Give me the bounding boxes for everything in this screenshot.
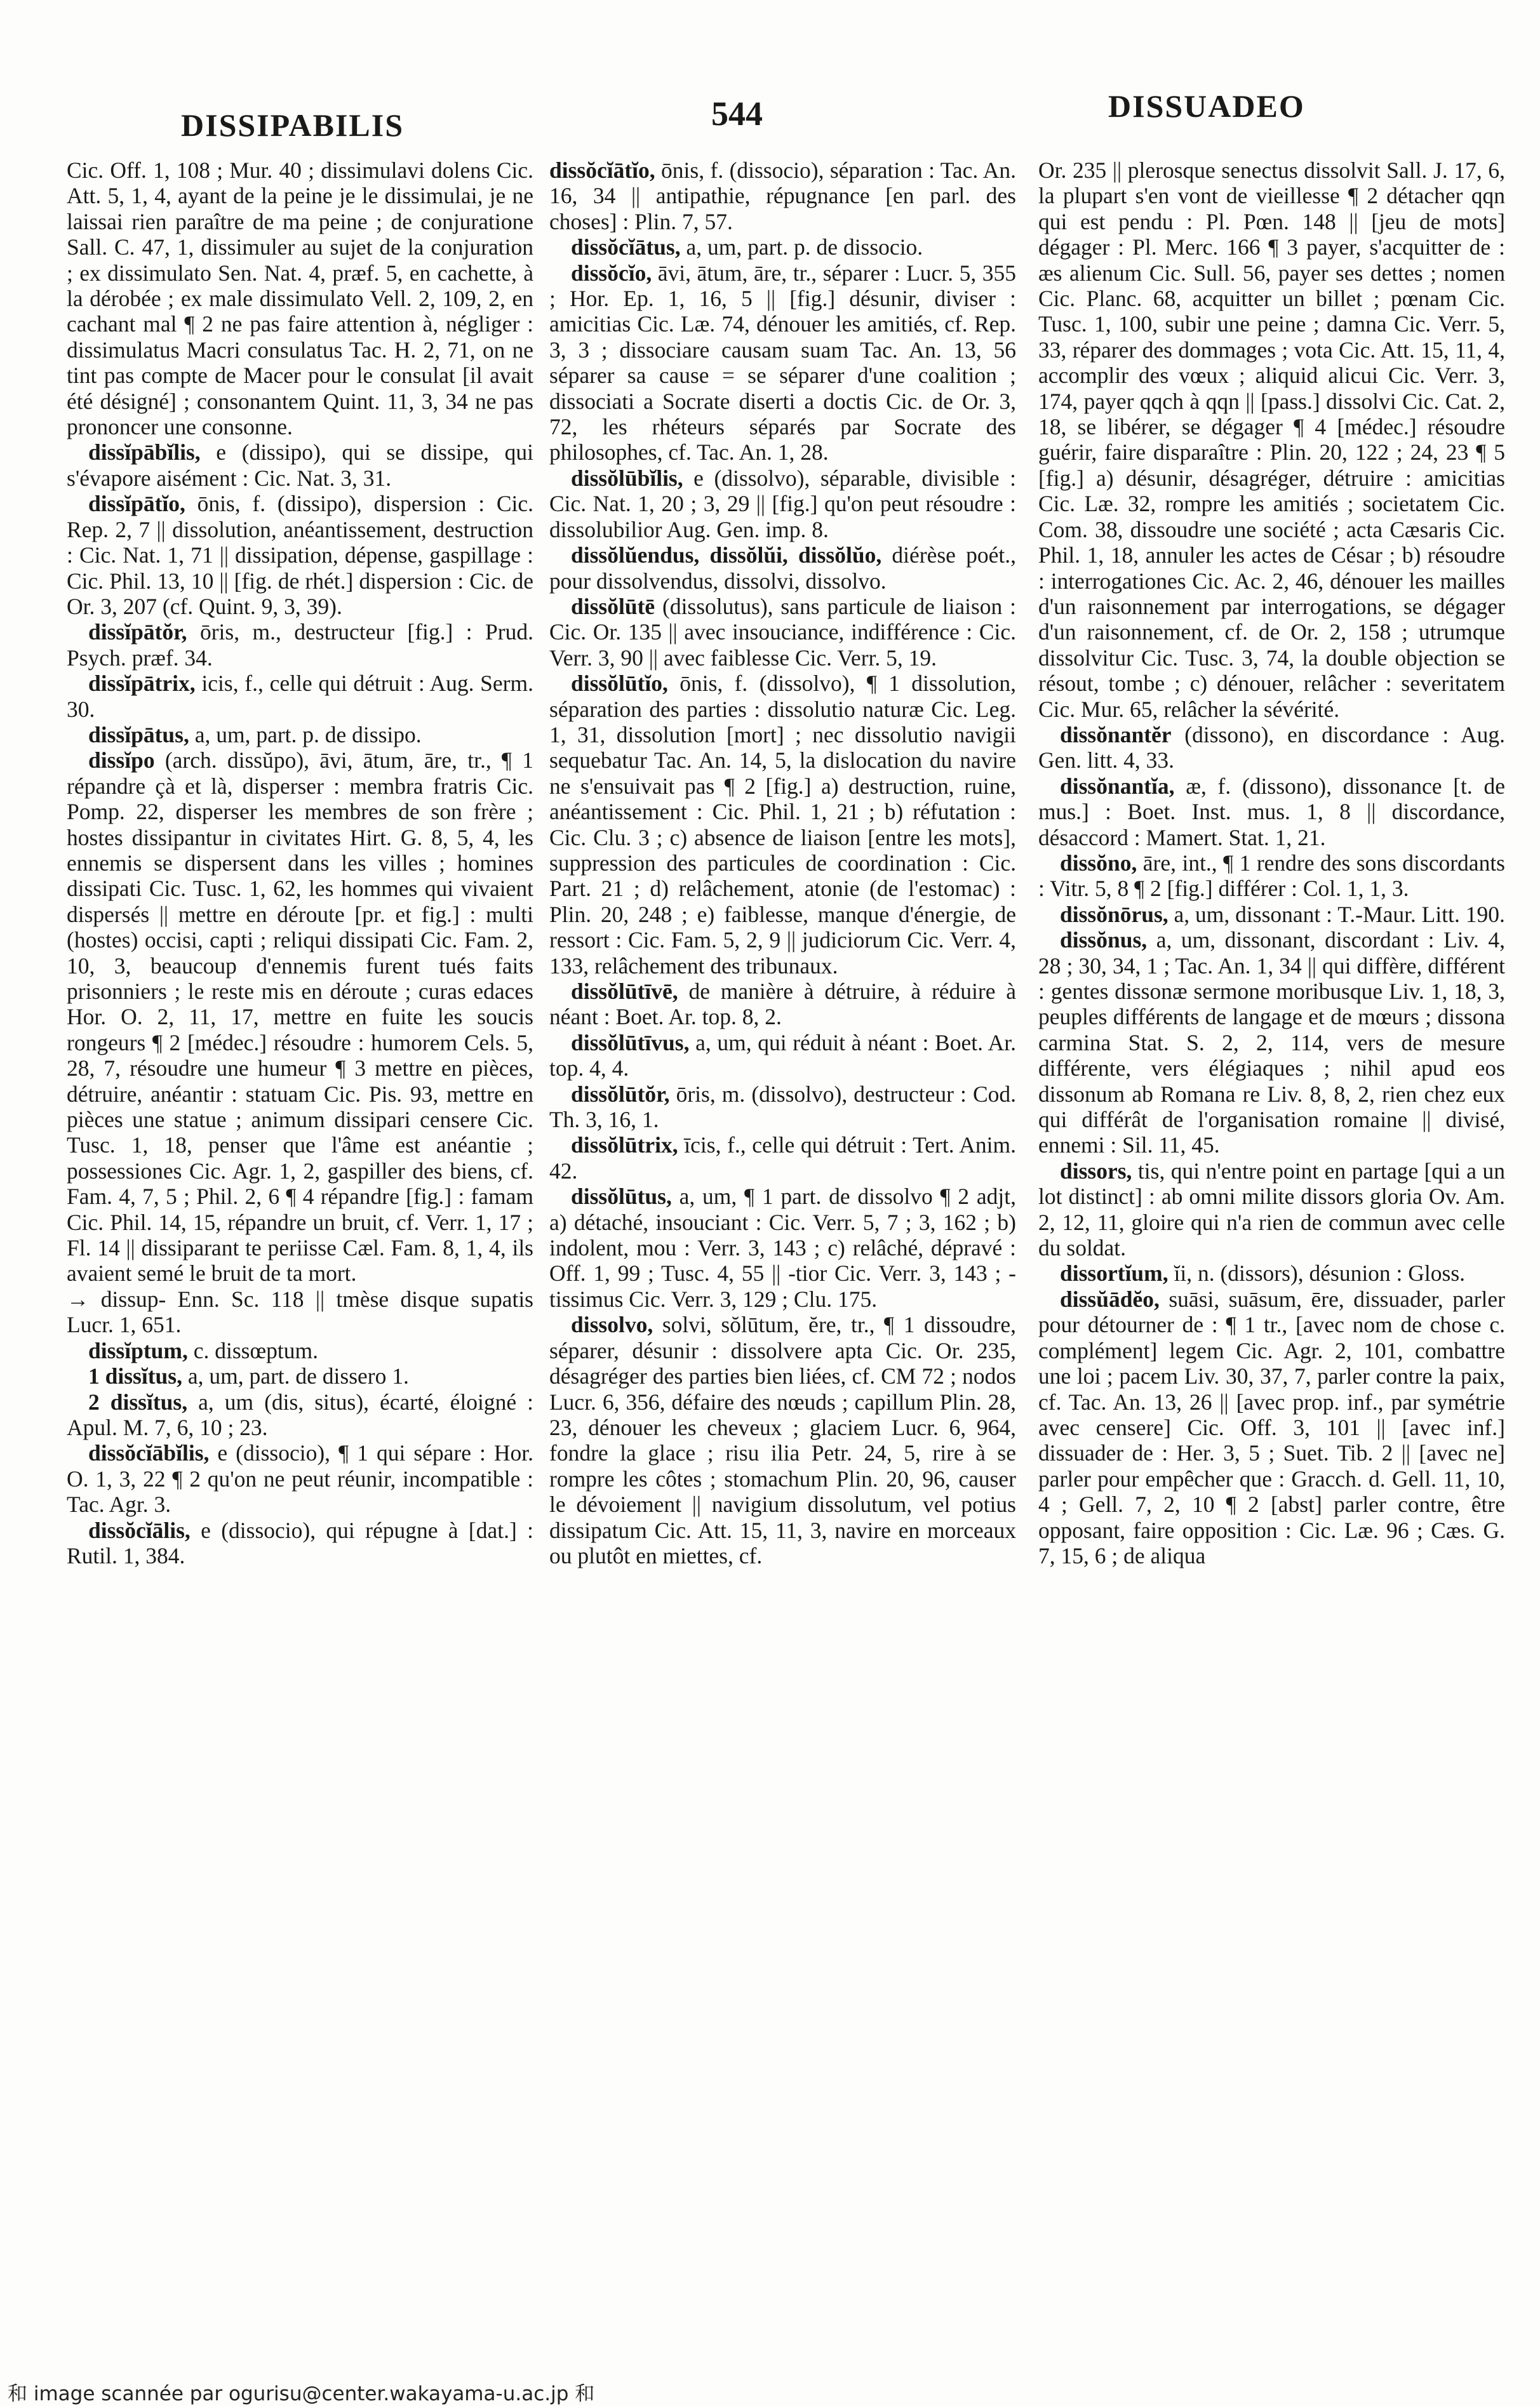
page-number: 544 xyxy=(711,95,763,133)
entry-definition: tis, qui n'entre point en partage [qui a un lot distinct] : ab omni milite dissors gloria Ov. Am. 2, 12, 11, gloire qui n'a rien de commun avec celle du soldat. xyxy=(1038,1158,1505,1261)
dictionary-entry xyxy=(67,1389,533,1441)
entry-definition: e (dissocio), ¶ 1 qui sépare : Hor. O. 1, 3, 22 ¶ 2 qu'on ne peut réunir, incompatible : Tac. Agr. 3. xyxy=(67,1440,533,1518)
entry-headword: dissŏlūtĭo, xyxy=(571,671,668,697)
entry-headword: dissŏcĭālis, xyxy=(88,1517,191,1543)
entry-definition: diérèse poét., pour dissolvendus, dissolvi, dissolvo. xyxy=(549,542,1016,594)
entry-definition: ōnis, f. (dissolvo), ¶ 1 dissolution, séparation des parties : dissolutio naturæ Cic. Leg. 1, 31, dissolution [mort] ; nec dissolutio navigii sequebatur Tac. An. 14, 5, la dislocation du navire ne s'ensuivait pas ¶ 2 [fig.] a) destruction, ruine, anéantissement : Cic. Phil. 1, 21 ; b) réfutation : Cic. Clu. 3 ; c) absence de liaison [entre les mots], suppression des particules de coordination : Cic. Part. 21 ; d) relâchement, atonie (de l'estomac) : Plin. 20, 248 ; e) faiblesse, manque d'énergie, de ressort : Cic. Fam. 5, 2, 9 || judiciorum Cic. Verr. 4, 133, relâchement des tribunaux. xyxy=(549,671,1016,979)
entry-headword: dissŏlūtus, xyxy=(571,1184,672,1210)
dictionary-entry xyxy=(549,465,1016,542)
entry-headword: dissĭpo xyxy=(88,747,155,773)
entry-definition: āvi, ātum, āre, tr., séparer : Lucr. 5, 355 ; Hor. Ep. 1, 16, 5 || [fig.] désunir, diviser : amicitias Cic. Læ. 74, dénouer les amitiés, cf. Rep. 3, 3 ; dissociare causam suam Tac. An. 13, 56 séparer sa cause = se séparer d'une coalition ; dissociati a Socrate diserti a doctis Cic. de Or. 3, 72, les rhéteurs séparés par Socrate des philosophes, cf. Tac. An. 1, 28. xyxy=(549,260,1016,465)
dictionary-entry xyxy=(549,671,1016,979)
entry-headword: dissĭpātŏr, xyxy=(88,619,187,645)
dictionary-entry xyxy=(1038,1158,1505,1261)
right-guide-word: DISSUADEO xyxy=(1108,88,1305,124)
entry-definition: īcis, f., celle qui détruit : Tert. Anim. 42. xyxy=(549,1132,1016,1184)
dictionary-entry xyxy=(1038,157,1505,722)
entry-headword: dissŏno, xyxy=(1060,850,1137,876)
dictionary-entry xyxy=(549,542,1016,594)
entry-headword: dissŏcĭābĭlis, xyxy=(88,1440,210,1466)
entry-headword: dissĭpātrix, xyxy=(88,671,196,697)
entry-headword: dissŏnōrus, xyxy=(1060,901,1168,927)
entry-headword: dissĭpābĭlis, xyxy=(88,439,201,465)
entry-definition: a, um, part. de dissero 1. xyxy=(182,1363,409,1389)
entry-definition: a, um, part. p. de dissipo. xyxy=(189,721,422,747)
dictionary-entry xyxy=(549,594,1016,671)
entry-headword: dissŏnantĕr xyxy=(1060,721,1172,747)
entry-definition: e (dissocio), qui répugne à [dat.] : Rutil. 1, 384. xyxy=(67,1517,533,1568)
entry-definition: (dissono), en discordance : Aug. Gen. litt. 4, 33. xyxy=(1038,721,1505,773)
entry-definition: a, um, qui réduit à néant : Boet. Ar. top. 4, 4. xyxy=(549,1029,1016,1081)
entry-headword: dissŏlūbĭlis, xyxy=(571,465,683,491)
dictionary-entry xyxy=(67,671,533,722)
dictionary-entry xyxy=(67,619,533,671)
entry-headword: dissŏcĭo, xyxy=(571,260,652,286)
dictionary-entry xyxy=(549,1081,1016,1133)
entry-headword: dissŭādĕo, xyxy=(1060,1286,1160,1312)
entry-definition: a, um, dissonant : T.-Maur. Litt. 190. xyxy=(1168,901,1505,927)
entry-headword: dissors, xyxy=(1060,1158,1132,1184)
dictionary-entry xyxy=(67,1363,533,1389)
dictionary-entry xyxy=(549,260,1016,465)
dictionary-entry xyxy=(67,722,533,747)
entry-definition: Cic. Off. 1, 108 ; Mur. 40 ; dissimulavi dolens Cic. Att. 5, 1, 4, ayant de la peine je le dissimulai, je ne laissai rien paraître de ma peine ; de conjuratione Sall. C. 47, 1, dissimuler au sujet de la conjuration ; ex dissimulato Sen. Nat. 4, præf. 5, en cachette, à la dérobée ; ex male dissimulato Vell. 2, 109, 2, en cachant mal ¶ 2 ne pas faire attention à, négliger : dissimulatus Macri consulatus Tac. H. 2, 71, on ne tint pas compte de Macer pour le consulat [il avait été désigné] ; consonantem Quint. 11, 3, 34 ne pas prononcer une consonne. xyxy=(67,157,533,440)
entry-headword: dissŏlūtīvē, xyxy=(571,979,678,1004)
entry-headword: dissŏcĭātus, xyxy=(571,234,681,260)
dictionary-entry xyxy=(67,439,533,491)
entry-headword: dissortĭum, xyxy=(1060,1260,1168,1287)
entry-definition: e (dissipo), qui se dissipe, qui s'évapore aisément : Cic. Nat. 3, 31. xyxy=(67,439,533,491)
dictionary-columns xyxy=(67,157,1508,2342)
dictionary-entry xyxy=(67,1518,533,1569)
entry-headword: dissĭptum, xyxy=(88,1337,188,1363)
dictionary-entry xyxy=(67,1287,533,1338)
entry-definition: a, um (dis, situs), écarté, éloigné : Apul. M. 7, 6, 10 ; 23. xyxy=(67,1389,533,1440)
dictionary-entry xyxy=(1038,1260,1505,1286)
entry-headword: dissŏlūtīvus, xyxy=(571,1029,690,1055)
entry-headword: dissŏnantĭa, xyxy=(1060,773,1175,799)
entry-definition: → dissup- Enn. Sc. 118 || tmèse disque supatis Lucr. 1, 651. xyxy=(67,1286,533,1338)
entry-definition: ōnis, f. (dissocio), séparation : Tac. An. 16, 34 || antipathie, répugnance [en parl. des choses] : Plin. 7, 57. xyxy=(549,157,1016,234)
dictionary-entry xyxy=(549,1312,1016,1568)
dictionary-entry xyxy=(549,157,1016,234)
entry-headword: dissolvo, xyxy=(571,1312,653,1338)
dictionary-entry xyxy=(1038,927,1505,1158)
entry-headword: 1 dissĭtus, xyxy=(88,1363,182,1389)
left-guide-word: DISSIPABILIS xyxy=(181,107,405,143)
dictionary-entry xyxy=(549,1132,1016,1184)
entry-definition: ĭi, n. (dissors), désunion : Gloss. xyxy=(1168,1260,1466,1287)
dictionary-entry xyxy=(549,1184,1016,1312)
entry-definition: solvi, sŏlūtum, ĕre, tr., ¶ 1 dissoudre, séparer, désunir : dissolvere apta Cic. Or. 235, désagréger des parties bien liées, cf. CM 72 ; nodos Lucr. 6, 356, défaire des nœuds ; capillum Plin. 28, 23, dénouer les cheveux ; glaciem Lucr. 6, 964, fondre la glace ; risu ilia Petr. 24, 5, rire à se rompre les côtes ; stomachum Plin. 20, 96, causer le dévoiement || navigium dissolutum, vel potius dissipatum Cic. Att. 15, 11, 3, navire en morceaux ou plutôt en miettes, cf. xyxy=(549,1312,1016,1568)
dictionary-entry xyxy=(1038,722,1505,773)
scan-credit: 和 image scannée par ogurisu@center.wakayama-u.ac.jp 和 xyxy=(8,2383,595,2405)
dictionary-entry xyxy=(67,1338,533,1363)
entry-definition: (arch. dissŭpo), āvi, ātum, āre, tr., ¶ 1 répandre çà et là, disperser : membra fratris Cic. Pomp. 22, disperser les membres de son frère ; hostes dissipantur in civitates Hirt. G. 8, 5, 4, les ennemis se dispersent dans les villes ; homines dissipati Cic. Tusc. 1, 62, les hommes qui vivaient dispersés || mettre en déroute [pr. et fig.] : multi (hostes) occisi, capti ; reliqui dissipati Cic. Fam. 2, 10, 3, beaucoup d'ennemis furent tués faits prisonniers ; le reste mis en déroute ; curas edaces Hor. O. 2, 11, 17, mettre en fuite les soucis rongeurs ¶ 2 [médec.] résoudre : humorem Cels. 5, 28, 7, résoudre une humeur ¶ 3 mettre en pièces, détruire, anéantir : statuam Cic. Pis. 93, mettre en pièces une statue ; animum dissipari censere Cic. Tusc. 1, 18, penser que l'âme est anéantie ; possessiones Cic. Agr. 1, 2, gaspiller des biens, cf. Fam. 4, 7, 5 ; Phil. 2, 6 ¶ 4 répandre [fig.] : famam Cic. Phil. 14, 15, répandre un bruit, cf. Verr. 1, 17 ; Fl. 14 || dissiparant te periisse Cæl. Fam. 8, 1, 4, ils avaient semé le bruit de ta mort. xyxy=(67,747,533,1287)
entry-headword: dissŏlūtē xyxy=(571,593,655,619)
entry-definition: a, um, ¶ 1 part. de dissolvo ¶ 2 adjt, a) détaché, insouciant : Cic. Verr. 5, 7 ; 3, 162 ; b) indolent, mou : Verr. 3, 143 ; c) relâché, dépravé : Off. 1, 99 ; Tusc. 4, 55 || -tior Cic. Verr. 3, 143 ; -tissimus Cic. Verr. 3, 129 ; Clu. 175. xyxy=(549,1184,1016,1312)
dictionary-entry xyxy=(1038,850,1505,902)
entry-definition: icis, f., celle qui détruit : Aug. Serm. 30. xyxy=(67,671,533,722)
entry-definition: Or. 235 || plerosque senectus dissolvit Sall. J. 17, 6, la plupart s'en vont de vieillesse ¶ 2 détacher qqn qui est pendu : Pl. Pœn. 148 || [jeu de mots] dégager : Pl. Merc. 166 ¶ 3 payer, s'acquitter de : æs alienum Cic. Sull. 56, payer ses dettes ; nomen Cic. Planc. 68, acquitter un billet ; pœnam Cic. Tusc. 1, 100, subir une peine ; damna Cic. Verr. 5, 33, réparer des dommages ; vota Cic. Att. 15, 11, 4, accomplir des vœux ; aliquid alicui Cic. Verr. 3, 174, payer qqch à qqn || [pass.] dissolvi Cic. Cat. 2, 18, se libérer, se dégager ¶ 4 [médec.] résoudre guérir, faire disparaître : Plin. 20, 122 ; 24, 23 ¶ 5 [fig.] a) désunir, désagréger, détruire : amicitias Cic. Læ. 32, rompre les amitiés ; societatem Cic. Com. 38, dissoudre une société ; acta Cæsaris Cic. Phil. 1, 18, annuler les actes de César ; b) résoudre : interrogationes Cic. Ac. 2, 46, dénouer les mailles d'un raisonnement par interrogations, se dégager d'un raisonnement, cf. de Or. 2, 158 ; utrumque dissolvitur Cic. Tusc. 3, 74, la double objection se résout, tombe ; c) dénouer, relâcher : severitatem Cic. Mur. 65, relâcher la sévérité. xyxy=(1038,157,1505,722)
entry-headword: dissŏnus, xyxy=(1060,927,1148,953)
entry-headword: dissŏlūtrix, xyxy=(571,1132,678,1158)
dictionary-entry xyxy=(1038,902,1505,927)
entry-definition: e (dissolvo), séparable, divisible : Cic. Nat. 1, 20 ; 3, 29 || [fig.] qu'on peut résoudre : dissolubilior Aug. Gen. imp. 8. xyxy=(549,465,1016,542)
entry-definition: ōris, m., destructeur [fig.] : Prud. Psych. præf. 34. xyxy=(67,619,533,671)
page-header xyxy=(0,75,1540,145)
column-1 xyxy=(67,157,533,2342)
entry-definition: (dissolutus), sans particule de liaison : Cic. Or. 135 || avec insouciance, indifférence : Cic. Verr. 3, 90 || avec faiblesse Cic. Verr. 5, 19. xyxy=(549,593,1016,671)
entry-definition: ōnis, f. (dissipo), dispersion : Cic. Rep. 2, 7 || dissolution, anéantissement, destruction : Cic. Nat. 1, 71 || dissipation, dépense, gaspillage : Cic. Phil. 13, 10 || [fig. de rhét.] dispersion : Cic. de Or. 3, 207 (cf. Quint. 9, 3, 39). xyxy=(67,491,533,619)
entry-definition: a, um, dissonant, discordant : Liv. 4, 28 ; 30, 34, 1 ; Tac. An. 1, 34 || qui diffère, différent : gentes dissonæ sermone moribusque Liv. 1, 18, 3, peuples différents de langage et de mœurs ; dissona carmina Stat. S. 2, 2, 114, vers de mesure différente, vers élégiaques ; nihil apud eos dissonum ab Romana re Liv. 8, 8, 2, rien chez eux qui différât de l'organisation romaine || divisé, ennemi : Sil. 11, 45. xyxy=(1038,927,1505,1158)
dictionary-entry xyxy=(1038,1287,1505,1568)
dictionary-entry xyxy=(67,157,533,439)
entry-definition: c. dissœptum. xyxy=(187,1337,318,1363)
entry-headword: dissĭpātus, xyxy=(88,721,189,747)
entry-definition: āre, int., ¶ 1 rendre des sons discordants : Vitr. 5, 8 ¶ 2 [fig.] différer : Col. 1, 1, 3. xyxy=(1038,850,1505,902)
entry-definition: de manière à détruire, à réduire à néant : Boet. Ar. top. 8, 2. xyxy=(549,979,1016,1030)
entry-headword: dissŏcĭātĭo, xyxy=(549,157,655,183)
entry-definition: ōris, m. (dissolvo), destructeur : Cod. Th. 3, 16, 1. xyxy=(549,1081,1016,1133)
entry-headword: dissŏlŭendus, dissŏlŭi, dissŏlŭo, xyxy=(571,542,882,568)
entry-definition: a, um, part. p. de dissocio. xyxy=(680,234,923,260)
entry-definition: suāsi, suāsum, ēre, dissuader, parler pour détourner de : ¶ 1 tr., [avec nom de chose c. complément] legem Cic. Agr. 2, 101, combattre une loi ; pacem Liv. 30, 37, 7, parler contre la paix, cf. Tac. An. 13, 26 || [avec prop. inf., par symétrie avec censere] Cic. Off. 3, 101 || [avec inf.] dissuader de : Her. 3, 5 ; Suet. Tib. 2 || [avec ne] parler pour empêcher que : Gracch. d. Gell. 11, 10, 4 ; Gell. 7, 2, 10 ¶ 2 [abst] parler contre, être opposant, faire opposition : Cic. Læ. 96 ; Cæs. G. 7, 15, 6 ; de aliqua xyxy=(1038,1286,1505,1568)
entry-headword: dissĭpātĭo, xyxy=(88,491,185,517)
dictionary-entry xyxy=(549,979,1016,1030)
column-2 xyxy=(549,157,1016,2342)
dictionary-entry xyxy=(67,747,533,1287)
dictionary-entry xyxy=(1038,773,1505,850)
entry-headword: 2 dissĭtus, xyxy=(88,1389,188,1415)
dictionary-entry xyxy=(67,1440,533,1517)
dictionary-entry xyxy=(549,234,1016,260)
entry-headword: dissŏlūtŏr, xyxy=(571,1081,670,1107)
column-3 xyxy=(1038,157,1505,2342)
entry-definition: æ, f. (dissono), dissonance [t. de mus.] : Boet. Inst. mus. 1, 8 || discordance, désaccord : Mamert. Stat. 1, 21. xyxy=(1038,773,1505,850)
dictionary-entry xyxy=(549,1030,1016,1081)
dictionary-entry xyxy=(67,491,533,619)
